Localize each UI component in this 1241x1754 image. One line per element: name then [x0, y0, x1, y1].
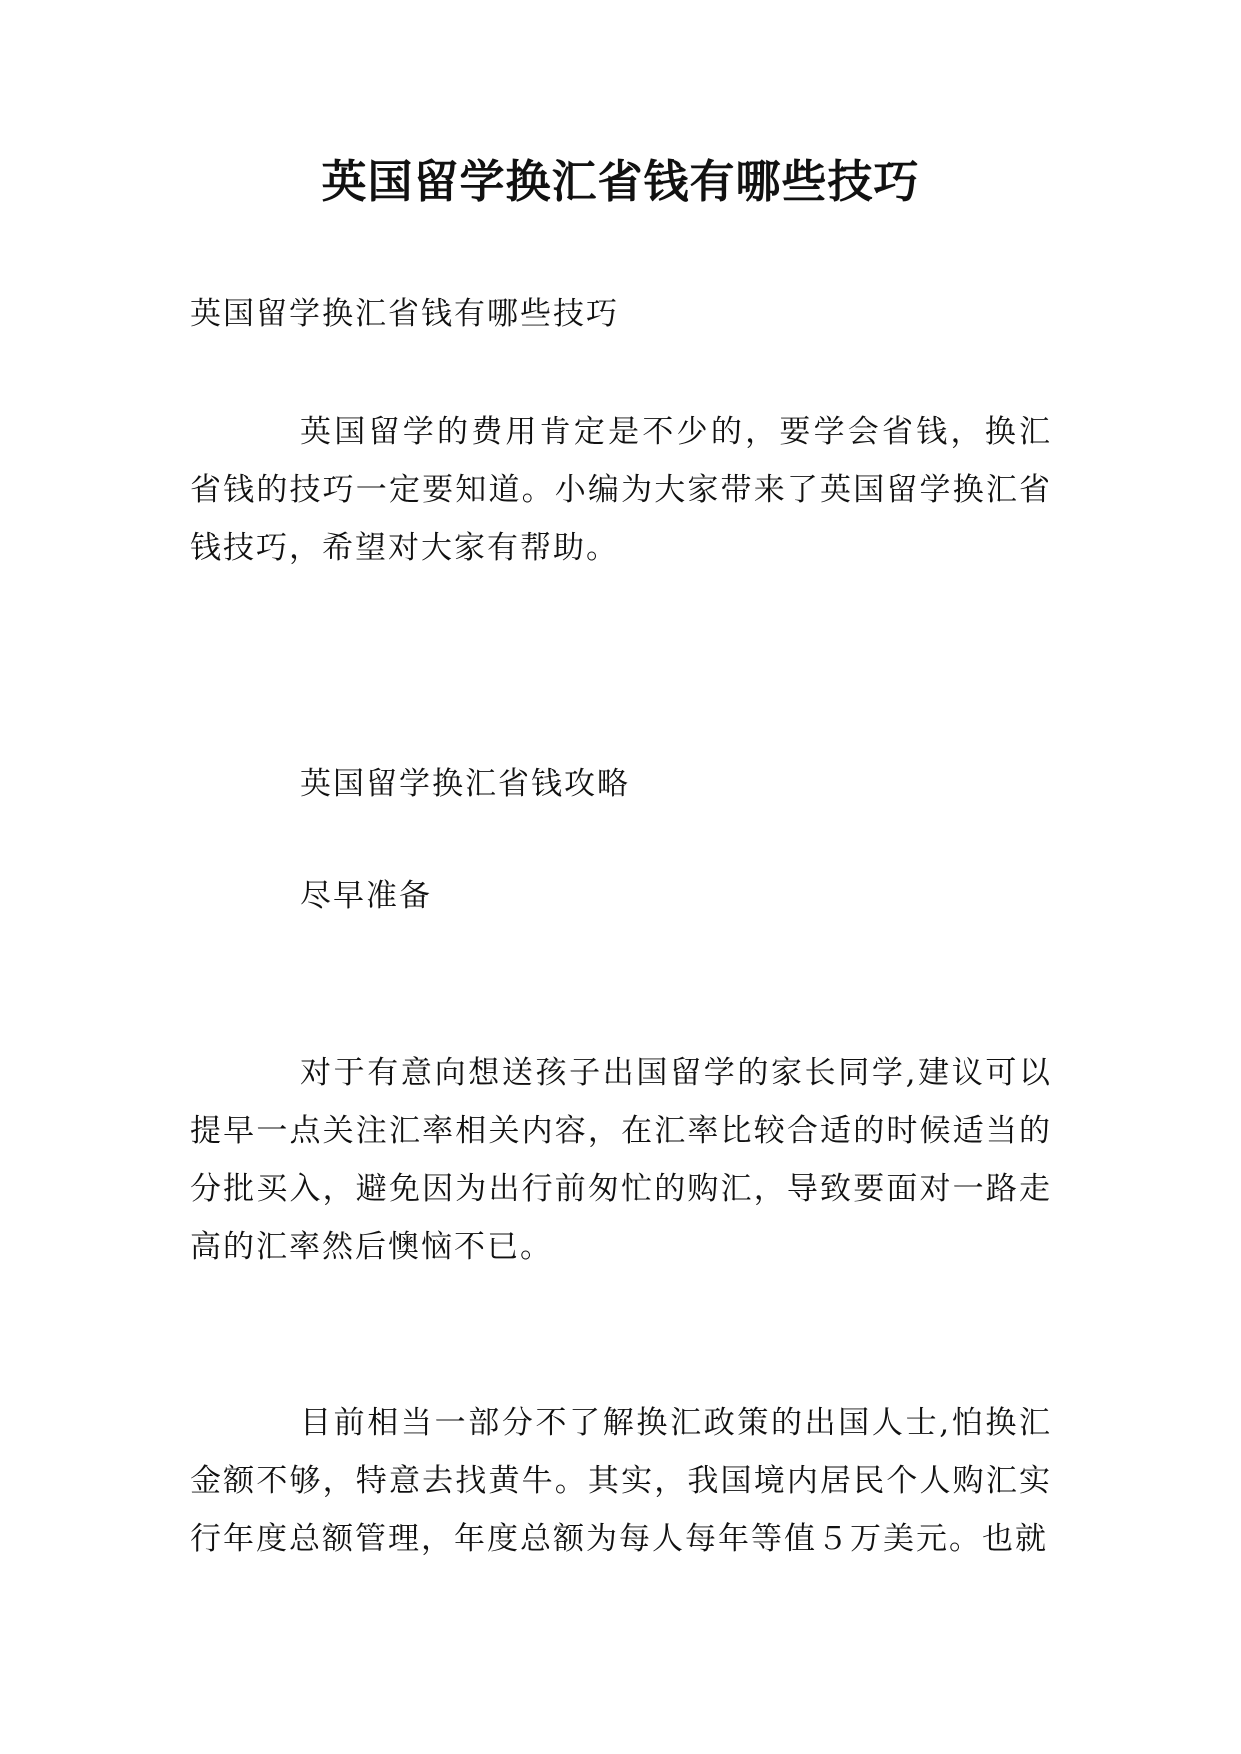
- body-paragraph: 对于有意向想送孩子出国留学的家长同学,建议可以提早一点关注汇率相关内容，在汇率比较合适的时候适当的分批买入，避免因为出行前匆忙的购汇，导致要面对一路走高的汇率然后懊恼不已。: [190, 1055, 1052, 1265]
- document-title: 英国留学换汇省钱有哪些技巧: [321, 155, 920, 208]
- intro-paragraph: 英国留学的费用肯定是不少的，要学会省钱，换汇省钱的技巧一定要知道。小编为大家带来了英国留学换汇省钱技巧，希望对大家有帮助。: [190, 414, 1052, 566]
- body-paragraph: 目前相当一部分不了解换汇政策的出国人士,怕换汇金额不够，特意去找黄牛。其实，我国境内居民个人购汇实行年度总额管理，年度总额为每人每年等值５万美元。也就: [190, 1405, 1052, 1557]
- sub-heading: 尽早准备: [300, 878, 432, 914]
- section-heading: 英国留学换汇省钱攻略: [300, 766, 630, 802]
- document-subtitle: 英国留学换汇省钱有哪些技巧: [190, 296, 619, 332]
